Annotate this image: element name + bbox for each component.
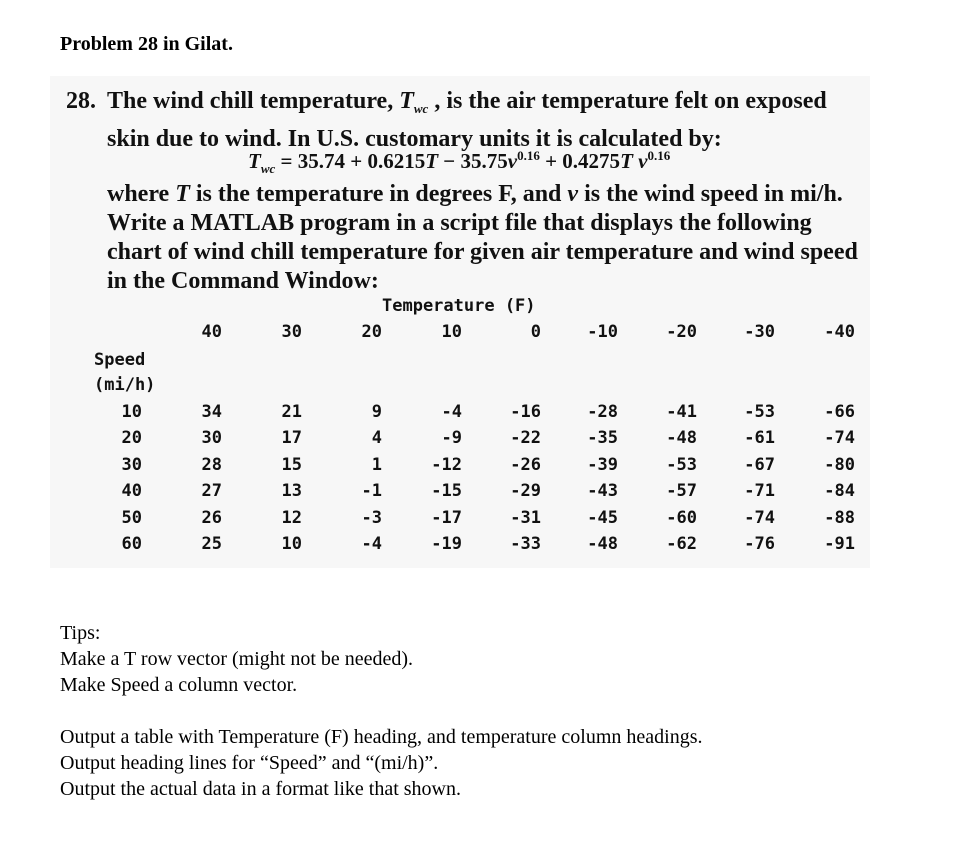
wind-chill-cell: -3 [361,507,382,528]
wind-chill-cell: -53 [744,402,775,422]
wind-chill-cell: 12 [281,507,302,528]
table-title: Temperature (F) [382,296,536,316]
wind-chill-cell: -35 [587,428,618,449]
tip-line: Make Speed a column vector. [60,674,298,696]
wind-chill-cell: -1 [361,481,382,502]
tip-line: Output a table with Temperature (F) heading, and temperature column headings. [60,726,703,748]
wind-chill-cell: -61 [744,428,775,449]
wind-chill-cell: -26 [510,454,541,475]
wind-chill-cell: 13 [281,481,302,502]
unit-label: (mi/h) [94,375,156,395]
wind-chill-cell: -43 [587,481,618,502]
wind-chill-cell: -17 [431,507,462,528]
tip-line: Output the actual data in a format like that shown. [60,778,461,800]
speed-value: 50 [121,507,142,528]
temperature-header: -20 [666,322,697,342]
problem-number: 28. [66,88,96,114]
tips-title: Tips: [60,622,101,644]
wind-chill-cell: 34 [201,402,222,422]
speed-value: 40 [121,481,142,502]
wind-chill-cell: -4 [361,534,382,554]
speed-value: 30 [121,454,142,475]
wind-chill-cell: 25 [201,534,222,554]
wind-chill-cell: -9 [441,428,462,449]
wind-chill-cell: -41 [666,402,697,422]
wind-chill-cell: -80 [824,454,855,475]
wind-chill-cell: 17 [281,428,302,449]
speed-value: 20 [121,428,142,449]
wind-chill-cell: 27 [201,481,222,502]
wind-chill-cell: 28 [201,454,222,475]
wind-chill-formula: $T_{wc} = 35.74 + 0.6215T - 35.75v^{0.16} + 0.4275T$ $v^{0.16}$ [248,148,671,176]
wind-chill-cell: -60 [666,507,697,528]
wind-chill-cell: 9 [371,402,382,422]
wind-chill-cell: -53 [666,454,697,475]
wind-chill-cell: 21 [281,402,302,422]
wind-chill-cell: 10 [281,534,302,554]
tip-line: Output heading lines for “Speed” and “(mi/h)”. [60,752,439,774]
wind-chill-cell: -71 [744,481,775,502]
wind-chill-cell: -84 [824,481,855,502]
wind-chill-cell: -33 [510,534,541,554]
temperature-header: -30 [744,322,775,342]
wind-chill-cell: -29 [510,481,541,502]
tips-section [60,620,702,802]
wind-chill-cell: -4 [441,402,462,422]
wind-chill-cell: -19 [431,534,462,554]
wind-chill-cell: -48 [587,534,618,554]
wind-chill-cell: -16 [510,402,541,422]
temperature-header: 30 [281,322,302,342]
temperature-header: 40 [201,322,222,342]
wind-chill-cell: -28 [587,402,618,422]
temperature-header: -10 [587,322,618,342]
wind-chill-cell: -91 [824,534,855,554]
speed-value: 60 [121,534,142,554]
wind-chill-cell: -22 [510,428,541,449]
temperature-header: 10 [441,322,462,342]
tip-line: Make a T row vector (might not be needed). [60,648,414,670]
wind-chill-cell: 1 [371,454,382,475]
wind-chill-cell: -48 [666,428,697,449]
problem-instructions: where T is the temperature in degrees F, and v is the wind speed in mi/h. Write a MATLAB program in a script file that displays the following chart of wind chill temperature for given air temperature and wind speed in the Command Window: [107,181,858,294]
wind-chill-cell: -57 [666,481,697,502]
wind-chill-cell: -15 [431,481,462,502]
wind-chill-cell: -67 [744,454,775,475]
wind-chill-cell: -62 [666,534,697,554]
wind-chill-cell: -76 [744,534,775,554]
wind-chill-cell: -45 [587,507,618,528]
wind-chill-cell: -31 [510,507,541,528]
speed-value: 10 [121,402,142,422]
wind-chill-cell: -66 [824,402,855,422]
wind-chill-cell: -74 [744,507,775,528]
wind-chill-cell: 15 [281,454,302,475]
wind-chill-cell: 4 [371,428,382,449]
problem-intro: The wind chill temperature, $T_{wc}$ , is the air temperature felt on exposed skin due to wind. In U.S. customary units it is calculated by: [107,88,827,152]
page-heading: Problem 28 in Gilat. [60,33,233,55]
wind-chill-cell: 30 [201,428,222,449]
speed-label: Speed [94,350,146,370]
temperature-header: 0 [530,322,541,342]
wind-chill-cell: -12 [431,454,462,475]
temperature-header: -40 [824,322,855,342]
wind-chill-cell: -39 [587,454,618,475]
wind-chill-cell: 26 [201,507,222,528]
wind-chill-cell: -74 [824,428,855,449]
temperature-header: 20 [361,322,382,342]
wind-chill-cell: -88 [824,507,855,528]
